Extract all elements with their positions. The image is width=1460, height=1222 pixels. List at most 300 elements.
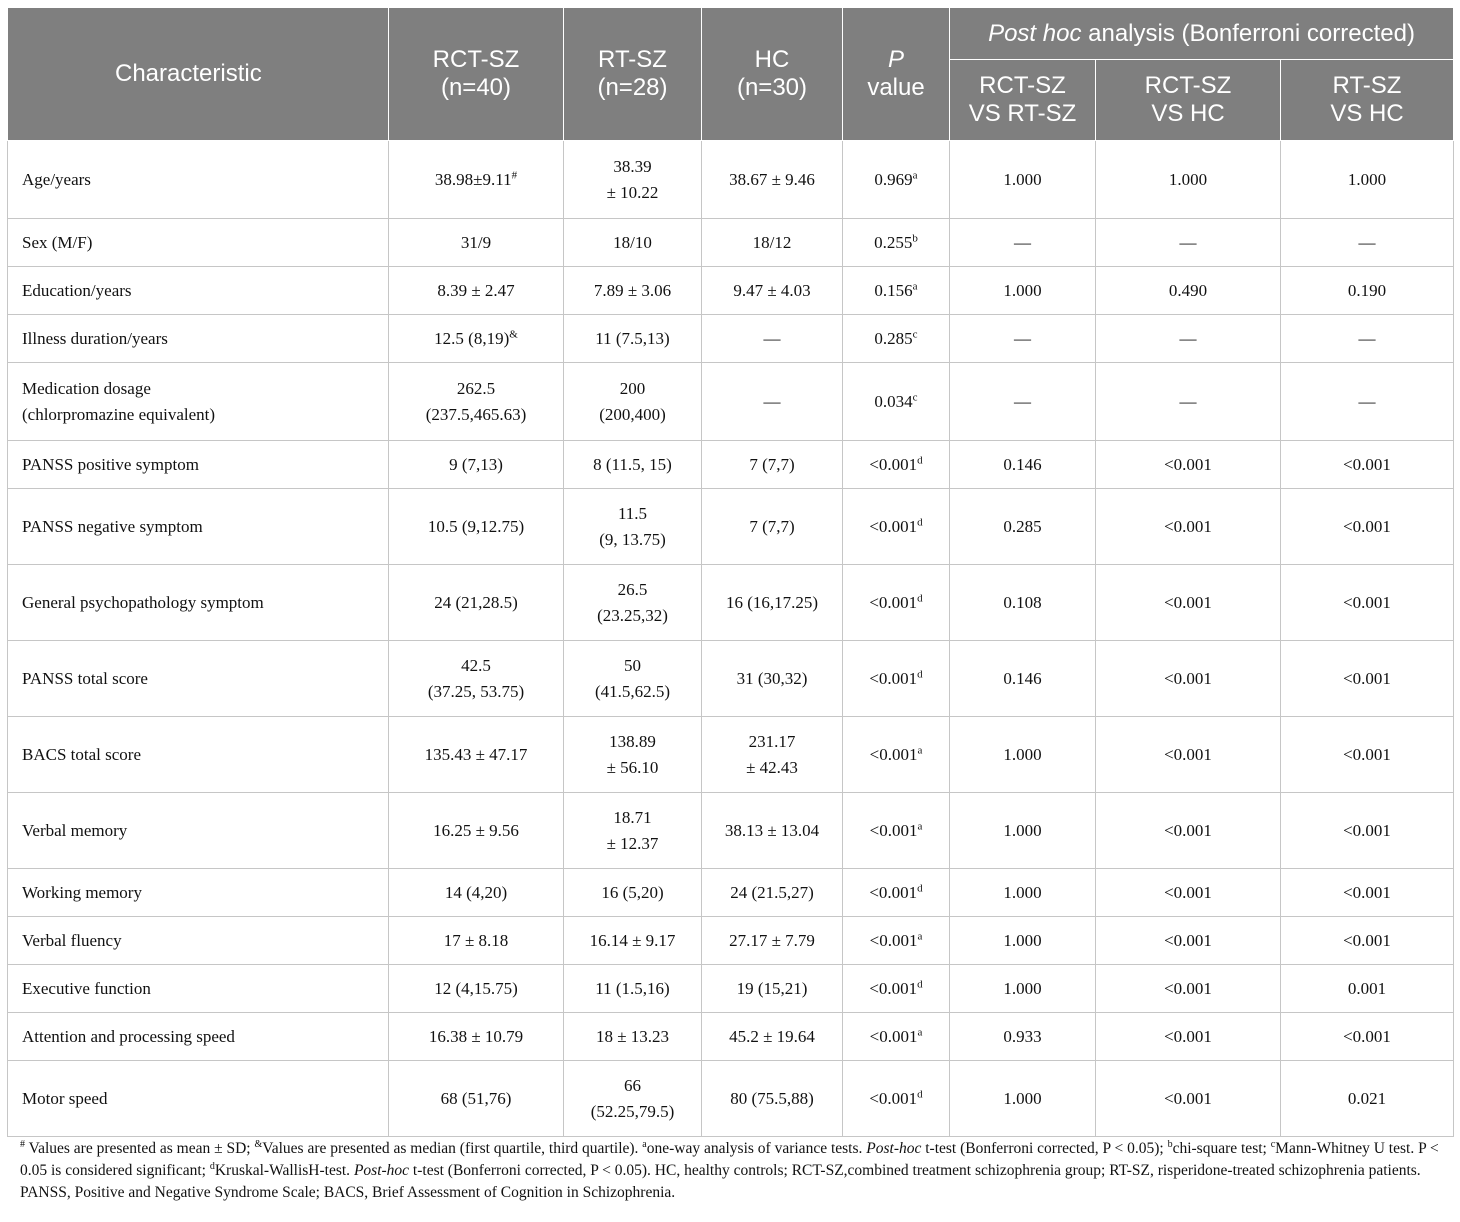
cell-characteristic: [8, 565, 389, 641]
cell-rt-sz: [564, 565, 702, 641]
cell-rt-vs-hc-text: <0.001: [1343, 454, 1391, 474]
cell-p-value-superscript: a: [912, 168, 918, 181]
cell-hc-text: 7 (7,7): [749, 516, 795, 536]
cell-hc: [702, 219, 843, 267]
cell-rt-sz-text: 11.5 (9, 13.75): [599, 503, 666, 549]
cell-rct-vs-rt-text: 1.000: [1003, 978, 1042, 998]
cell-rt-vs-hc-text: <0.001: [1343, 592, 1391, 612]
footnote-italic: Post-hoc: [353, 1162, 410, 1179]
cell-rct-sz-text: 16.25 ± 9.56: [433, 820, 519, 840]
cell-characteristic-text: General psychopathology symptom: [22, 592, 264, 612]
cell-rt-vs-hc: [1281, 141, 1454, 219]
cell-p-value-text: <0.001: [869, 744, 918, 764]
cell-p-value-text: <0.001: [869, 1088, 918, 1108]
cell-rct-vs-rt-text: 0.146: [1003, 668, 1042, 688]
cell-rt-sz-text: 18.71 ± 12.37: [606, 807, 659, 853]
characteristics-table: [7, 7, 1454, 1137]
cell-rt-sz: [564, 267, 702, 315]
table-row: [8, 965, 1454, 1013]
cell-rct-vs-rt: [950, 717, 1096, 793]
header-posthoc-rest: analysis (Bonferroni corrected): [1081, 19, 1415, 47]
table-row: [8, 441, 1454, 489]
cell-p-value-text: <0.001: [869, 592, 918, 612]
cell-rct-vs-hc: [1096, 363, 1281, 441]
footnote-text: Values are presented as median (first quartile, third quartile).: [262, 1140, 643, 1157]
table-row: [8, 363, 1454, 441]
cell-p-value-text: 0.285: [874, 328, 913, 348]
cell-rct-vs-hc-text: <0.001: [1164, 668, 1212, 688]
cell-rt-sz-text: 7.89 ± 3.06: [593, 280, 672, 300]
table-row: [8, 917, 1454, 965]
cell-characteristic-text: Verbal memory: [22, 820, 128, 840]
cell-characteristic-text: PANSS positive symptom: [22, 454, 199, 474]
cell-rct-vs-hc: [1096, 1061, 1281, 1137]
cell-characteristic-text: Illness duration/years: [22, 328, 168, 348]
cell-rt-sz-text: 200 (200,400): [599, 378, 666, 424]
cell-p-value: [843, 793, 950, 869]
cell-characteristic: [8, 1061, 389, 1137]
cell-p-value-text: <0.001: [869, 1026, 918, 1046]
cell-rct-sz: [389, 965, 564, 1013]
cell-rct-sz: [389, 793, 564, 869]
cell-characteristic-text: Working memory: [22, 882, 142, 902]
cell-rct-vs-rt: [950, 641, 1096, 717]
cell-rt-vs-hc-text: —: [1358, 328, 1376, 348]
cell-p-value: [843, 141, 950, 219]
cell-rct-vs-rt-text: 1.000: [1003, 820, 1042, 840]
cell-rt-vs-hc-text: <0.001: [1343, 744, 1391, 764]
cell-rct-vs-rt-text: 0.285: [1003, 516, 1042, 536]
cell-rct-sz-text: 12 (4,15.75): [434, 978, 518, 998]
cell-rt-vs-hc: [1281, 315, 1454, 363]
cell-rct-sz: [389, 363, 564, 441]
footnote-text: chi-square test;: [1172, 1140, 1271, 1157]
cell-rt-sz: [564, 641, 702, 717]
cell-rct-vs-hc: [1096, 917, 1281, 965]
cell-characteristic-text: Motor speed: [22, 1088, 108, 1108]
cell-p-value-superscript: a: [917, 1025, 923, 1038]
cell-hc-text: 16 (16,17.25): [725, 592, 819, 612]
cell-rct-vs-rt-text: 0.933: [1003, 1026, 1042, 1046]
cell-rct-vs-rt: [950, 141, 1096, 219]
cell-rt-sz: [564, 1013, 702, 1061]
header-p-value: [843, 8, 950, 141]
table-row: [8, 717, 1454, 793]
cell-characteristic: [8, 441, 389, 489]
cell-rct-vs-rt: [950, 315, 1096, 363]
cell-characteristic: [8, 1013, 389, 1061]
cell-hc: [702, 267, 843, 315]
footnote-text: t-test (Bonferroni corrected, P < 0.05). HC, healthy controls; RCT-SZ,combined treatment schizophrenia group; RT-SZ, risperidone-treated schizophrenia patients. PANSS, Positive and Negative Syndrome Scale; BACS, Brief Assessment of Cognition in Schizophrenia.: [20, 1162, 1421, 1201]
cell-rct-vs-rt-text: 1.000: [1003, 280, 1042, 300]
cell-rt-vs-hc: [1281, 267, 1454, 315]
cell-rt-vs-hc: [1281, 965, 1454, 1013]
cell-p-value: [843, 869, 950, 917]
table-row: [8, 793, 1454, 869]
cell-rct-sz-text: 10.5 (9,12.75): [427, 516, 525, 536]
cell-p-value-superscript: d: [917, 515, 923, 528]
cell-rt-vs-hc-text: 0.190: [1347, 280, 1387, 300]
cell-rct-vs-hc-text: —: [1179, 391, 1197, 411]
cell-rt-vs-hc: [1281, 1061, 1454, 1137]
cell-rct-vs-rt: [950, 565, 1096, 641]
cell-characteristic-text: PANSS total score: [22, 668, 148, 688]
cell-rct-vs-rt: [950, 267, 1096, 315]
cell-rct-vs-hc: [1096, 141, 1281, 219]
cell-rct-vs-rt-text: 1.000: [1003, 169, 1042, 189]
cell-p-value: [843, 1013, 950, 1061]
cell-rct-vs-rt: [950, 489, 1096, 565]
cell-rct-vs-rt-text: —: [1014, 391, 1031, 411]
cell-rt-vs-hc: [1281, 1013, 1454, 1061]
footnote-text: Mann-Whitney U test. P < 0.05 is considered significant;: [20, 1140, 1439, 1179]
cell-rct-vs-hc: [1096, 267, 1281, 315]
cell-rct-vs-rt-text: 0.146: [1003, 454, 1042, 474]
cell-p-value: [843, 717, 950, 793]
table-row: [8, 565, 1454, 641]
header-hc: HC (n=30): [702, 8, 843, 141]
cell-p-value: [843, 965, 950, 1013]
cell-rct-sz-text: 68 (51,76): [440, 1088, 512, 1108]
cell-rct-vs-hc-text: <0.001: [1164, 454, 1212, 474]
cell-hc: [702, 565, 843, 641]
header-posthoc-italic: Post hoc: [988, 19, 1082, 47]
footnote-text: Kruskal-WallisH-test.: [214, 1162, 354, 1179]
cell-rt-sz-text: 16 (5,20): [601, 882, 664, 902]
footnote-symbol: &: [254, 1138, 263, 1150]
cell-rt-sz: [564, 141, 702, 219]
cell-characteristic-text: BACS total score: [22, 744, 141, 764]
cell-characteristic: [8, 141, 389, 219]
cell-rt-vs-hc-text: 0.021: [1347, 1088, 1387, 1108]
cell-hc-text: 45.2 ± 19.64: [729, 1026, 815, 1046]
cell-characteristic: [8, 717, 389, 793]
cell-hc: [702, 869, 843, 917]
table-row: [8, 1061, 1454, 1137]
cell-rct-sz-text: 135.43 ± 47.17: [424, 744, 528, 764]
cell-rt-sz: [564, 917, 702, 965]
cell-rt-sz-text: 38.39 ± 10.22: [606, 156, 659, 202]
cell-rct-sz-text: 24 (21,28.5): [434, 592, 518, 612]
cell-p-value-text: <0.001: [869, 454, 918, 474]
footnote-italic: Post-hoc: [866, 1140, 922, 1157]
cell-rct-vs-rt-text: —: [1014, 328, 1031, 348]
cell-rct-vs-hc-text: <0.001: [1164, 820, 1212, 840]
cell-rt-sz-text: 8 (11.5, 15): [593, 454, 672, 474]
cell-p-value: [843, 315, 950, 363]
cell-rct-vs-hc: [1096, 1013, 1281, 1061]
cell-rct-vs-rt: [950, 917, 1096, 965]
cell-characteristic: [8, 965, 389, 1013]
cell-rt-sz-text: 11 (7.5,13): [595, 328, 670, 348]
table-row: [8, 267, 1454, 315]
cell-rct-vs-hc-text: <0.001: [1164, 592, 1212, 612]
cell-rt-vs-hc-text: <0.001: [1343, 882, 1391, 902]
cell-rt-sz-text: 50 (41.5,62.5): [594, 655, 671, 701]
cell-hc: [702, 917, 843, 965]
cell-p-value-superscript: d: [917, 881, 923, 894]
cell-hc-text: 27.17 ± 7.79: [729, 930, 815, 950]
cell-rt-sz-text: 18/10: [613, 232, 652, 252]
cell-rt-sz: [564, 869, 702, 917]
cell-p-value-text: 0.156: [874, 280, 913, 300]
cell-p-value-text: <0.001: [869, 978, 918, 998]
cell-rt-sz: [564, 1061, 702, 1137]
cell-rct-vs-hc: [1096, 793, 1281, 869]
cell-hc: [702, 441, 843, 489]
cell-characteristic-text: PANSS negative symptom: [22, 516, 203, 536]
cell-rct-sz: [389, 267, 564, 315]
header-rt-sz: RT-SZ (n=28): [564, 8, 702, 141]
cell-rct-sz-text: 38.98±9.11: [434, 169, 512, 189]
cell-p-value-superscript: d: [917, 1087, 923, 1100]
cell-rt-vs-hc: [1281, 869, 1454, 917]
cell-p-value-superscript: a: [917, 743, 923, 756]
cell-rct-sz: [389, 315, 564, 363]
cell-p-value-superscript: d: [917, 977, 923, 990]
table-row: [8, 141, 1454, 219]
cell-p-value-superscript: a: [917, 819, 923, 832]
cell-p-value-text: <0.001: [869, 930, 918, 950]
cell-p-value: [843, 363, 950, 441]
cell-rct-vs-hc-text: <0.001: [1164, 744, 1212, 764]
cell-hc: [702, 965, 843, 1013]
footnote-symbol: a: [642, 1138, 647, 1150]
cell-rct-sz: [389, 141, 564, 219]
cell-rt-vs-hc-text: <0.001: [1343, 1026, 1391, 1046]
table-row: [8, 869, 1454, 917]
cell-rct-vs-rt: [950, 441, 1096, 489]
cell-rct-vs-hc: [1096, 965, 1281, 1013]
cell-rct-vs-hc: [1096, 219, 1281, 267]
cell-hc: [702, 489, 843, 565]
cell-rct-vs-rt-text: —: [1014, 232, 1031, 252]
cell-hc-text: 38.67 ± 9.46: [729, 169, 815, 189]
cell-rt-sz-text: 16.14 ± 9.17: [589, 930, 676, 950]
cell-rt-vs-hc: [1281, 717, 1454, 793]
cell-rt-vs-hc-text: <0.001: [1343, 930, 1391, 950]
cell-rct-vs-hc-text: <0.001: [1164, 978, 1212, 998]
cell-rt-vs-hc-text: <0.001: [1343, 516, 1391, 536]
cell-characteristic-text: Sex (M/F): [22, 232, 93, 252]
cell-p-value-text: 0.969: [874, 169, 913, 189]
header-rt-vs-hc: RT-SZ VS HC: [1281, 60, 1454, 141]
cell-rct-vs-hc: [1096, 315, 1281, 363]
cell-p-value: [843, 267, 950, 315]
cell-rct-sz-text: 16.38 ± 10.79: [428, 1026, 524, 1046]
cell-rct-sz: [389, 641, 564, 717]
cell-rt-vs-hc-text: <0.001: [1343, 820, 1391, 840]
footnote-text: Values are presented as mean ± SD;: [25, 1140, 255, 1157]
cell-p-value-superscript: c: [912, 327, 918, 340]
cell-p-value-text: <0.001: [869, 820, 918, 840]
cell-rct-vs-rt-text: 1.000: [1003, 882, 1042, 902]
cell-hc: [702, 641, 843, 717]
cell-p-value-superscript: d: [917, 591, 923, 604]
cell-rct-sz-text: 31/9: [460, 232, 492, 252]
cell-p-value-superscript: b: [912, 231, 918, 244]
cell-p-value: [843, 565, 950, 641]
header-rct-vs-hc: RCT-SZ VS HC: [1096, 60, 1281, 141]
cell-hc: [702, 141, 843, 219]
cell-rct-vs-hc: [1096, 489, 1281, 565]
cell-rt-sz-text: 138.89 ± 56.10: [606, 731, 659, 777]
cell-hc: [702, 363, 843, 441]
cell-p-value-text: 0.034: [874, 391, 913, 411]
cell-rct-vs-hc-text: —: [1179, 232, 1197, 252]
cell-p-value-superscript: d: [917, 667, 923, 680]
cell-hc-text: 7 (7,7): [749, 454, 795, 474]
cell-rct-vs-hc-text: <0.001: [1164, 516, 1212, 536]
cell-rct-vs-rt-text: 1.000: [1003, 1088, 1042, 1108]
cell-rct-vs-rt-text: 0.108: [1003, 592, 1042, 612]
cell-rct-vs-rt: [950, 219, 1096, 267]
cell-p-value: [843, 1061, 950, 1137]
cell-p-value: [843, 489, 950, 565]
footnote-text: t-test (Bonferroni corrected, P < 0.05);: [921, 1140, 1168, 1157]
footnote-text: one-way analysis of variance tests.: [646, 1140, 867, 1157]
cell-rt-vs-hc: [1281, 441, 1454, 489]
cell-p-value: [843, 441, 950, 489]
cell-rct-vs-rt: [950, 869, 1096, 917]
table-header: [8, 8, 1454, 141]
cell-rt-vs-hc-text: <0.001: [1343, 668, 1391, 688]
cell-rt-vs-hc-text: 0.001: [1347, 978, 1387, 998]
cell-rct-sz: [389, 565, 564, 641]
cell-rt-sz-text: 11 (1.5,16): [595, 978, 670, 998]
cell-p-value-text: <0.001: [869, 882, 918, 902]
cell-characteristic: [8, 869, 389, 917]
cell-hc: [702, 717, 843, 793]
cell-p-value-text: <0.001: [869, 516, 918, 536]
header-posthoc: [950, 8, 1454, 60]
cell-rct-vs-hc: [1096, 441, 1281, 489]
cell-characteristic: [8, 489, 389, 565]
table-row: [8, 489, 1454, 565]
cell-rt-sz-text: 26.5 (23.25,32): [597, 579, 668, 625]
cell-rt-vs-hc: [1281, 917, 1454, 965]
cell-rct-vs-rt: [950, 363, 1096, 441]
footnote-symbol: b: [1167, 1138, 1173, 1150]
footnote-symbol: #: [20, 1138, 25, 1150]
cell-rct-sz: [389, 1013, 564, 1061]
cell-rct-vs-hc-text: 0.490: [1168, 280, 1208, 300]
table-row: [8, 641, 1454, 717]
cell-rt-sz: [564, 441, 702, 489]
cell-rt-sz-text: 66 (52.25,79.5): [590, 1075, 675, 1121]
cell-p-value-text: <0.001: [869, 668, 918, 688]
cell-rt-vs-hc: [1281, 219, 1454, 267]
cell-rct-vs-hc: [1096, 717, 1281, 793]
cell-rt-vs-hc-text: —: [1358, 232, 1376, 252]
cell-rct-sz: [389, 869, 564, 917]
cell-rct-vs-rt: [950, 1013, 1096, 1061]
cell-hc-text: 80 (75.5,88): [730, 1088, 814, 1108]
cell-characteristic-text: Age/years: [22, 169, 91, 189]
cell-rct-sz: [389, 441, 564, 489]
cell-rct-sz-text: 42.5 (37.25, 53.75): [427, 655, 525, 701]
cell-characteristic-text: Executive function: [22, 978, 151, 998]
cell-rct-sz-text: 17 ± 8.18: [443, 930, 509, 950]
cell-rct-sz-superscript: &: [509, 327, 518, 340]
cell-rt-sz: [564, 315, 702, 363]
cell-hc-text: —: [763, 391, 781, 411]
header-rct-vs-rt: RCT-SZ VS RT-SZ: [950, 60, 1096, 141]
table-row: [8, 1013, 1454, 1061]
footnote-symbol: d: [209, 1160, 215, 1172]
table-row: [8, 219, 1454, 267]
table-body: [8, 141, 1454, 1137]
cell-p-value-text: 0.255: [874, 232, 913, 252]
cell-p-value-superscript: a: [917, 929, 923, 942]
cell-hc-text: 18/12: [752, 232, 792, 252]
cell-characteristic-text: Verbal fluency: [22, 930, 122, 950]
cell-rt-sz: [564, 717, 702, 793]
footnote-symbol: c: [1270, 1138, 1276, 1150]
cell-hc-text: 9.47 ± 4.03: [733, 280, 811, 300]
cell-rct-vs-hc-text: <0.001: [1164, 930, 1212, 950]
cell-rct-sz-text: 9 (7,13): [449, 454, 503, 474]
cell-characteristic: [8, 267, 389, 315]
cell-characteristic: [8, 641, 389, 717]
cell-p-value-superscript: a: [912, 279, 918, 292]
cell-hc: [702, 793, 843, 869]
cell-rct-vs-hc: [1096, 869, 1281, 917]
cell-hc: [702, 315, 843, 363]
cell-rct-vs-rt-text: 1.000: [1003, 930, 1042, 950]
cell-p-value-superscript: c: [912, 390, 918, 403]
cell-p-value: [843, 917, 950, 965]
table-row: [8, 315, 1454, 363]
cell-rct-vs-hc: [1096, 641, 1281, 717]
cell-characteristic: [8, 315, 389, 363]
cell-rct-vs-hc-text: 1.000: [1168, 169, 1208, 189]
cell-hc-text: 24 (21.5,27): [730, 882, 814, 902]
cell-rct-sz-text: 8.39 ± 2.47: [437, 280, 515, 300]
cell-characteristic-text: Education/years: [22, 280, 132, 300]
cell-hc-text: —: [763, 328, 781, 348]
cell-rt-sz: [564, 219, 702, 267]
cell-rt-vs-hc-text: —: [1358, 391, 1376, 411]
cell-rt-vs-hc: [1281, 793, 1454, 869]
cell-rt-sz-text: 18 ± 13.23: [595, 1026, 670, 1046]
cell-rct-sz: [389, 717, 564, 793]
cell-rct-sz-text: 14 (4,20): [444, 882, 508, 902]
cell-rt-vs-hc: [1281, 489, 1454, 565]
cell-rt-vs-hc: [1281, 641, 1454, 717]
cell-rct-vs-rt: [950, 965, 1096, 1013]
cell-rct-vs-hc-text: <0.001: [1164, 1088, 1212, 1108]
cell-rct-sz-text: 12.5 (8,19): [434, 328, 510, 348]
cell-rct-vs-rt: [950, 1061, 1096, 1137]
cell-rct-vs-rt: [950, 793, 1096, 869]
header-rct-sz: RCT-SZ (n=40): [389, 8, 564, 141]
cell-p-value: [843, 641, 950, 717]
cell-rct-sz: [389, 1061, 564, 1137]
cell-rct-sz-text: 262.5 (237.5,465.63): [425, 378, 527, 424]
cell-rct-sz-superscript: #: [511, 168, 518, 181]
cell-rt-sz: [564, 363, 702, 441]
cell-rt-sz: [564, 489, 702, 565]
cell-hc-text: 38.13 ± 13.04: [724, 820, 820, 840]
table-footnote: [20, 1138, 1448, 1204]
header-p-letter: P: [887, 46, 904, 73]
cell-hc: [702, 1061, 843, 1137]
cell-rct-sz: [389, 489, 564, 565]
cell-rt-vs-hc: [1281, 363, 1454, 441]
header-p-word: value: [867, 74, 925, 101]
cell-rct-vs-rt-text: 1.000: [1003, 744, 1042, 764]
